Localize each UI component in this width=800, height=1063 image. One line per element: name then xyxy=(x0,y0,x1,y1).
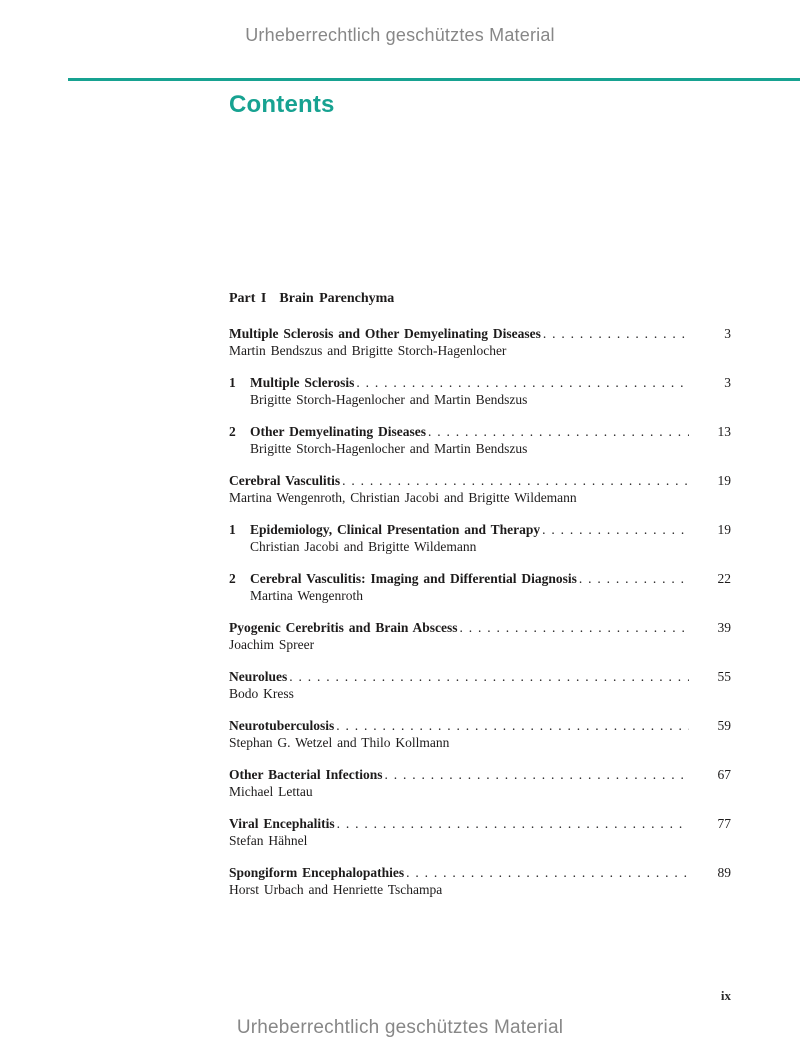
dot-leader xyxy=(356,374,689,391)
toc-entry-line xyxy=(229,570,731,587)
entry-title: Pyogenic Cerebritis and Brain Abscess xyxy=(229,620,458,635)
toc-entry-line xyxy=(229,325,731,342)
dot-leader xyxy=(406,864,689,881)
copyright-notice-top: Urheberrechtlich geschütztes Material xyxy=(245,25,555,45)
part-heading xyxy=(229,291,731,307)
toc-entry xyxy=(229,374,731,408)
entry-title: Spongiform Encephalopathies xyxy=(229,865,405,880)
entry-authors: Brigitte Storch-Hagenlocher and Martin Bendszus xyxy=(250,392,528,407)
entry-authors: Stefan Hähnel xyxy=(229,833,308,848)
entry-number: 2 xyxy=(229,571,236,586)
entry-authors: Martin Bendszus and Brigitte Storch-Hagenlocher xyxy=(229,343,507,358)
dot-leader xyxy=(336,717,689,734)
entry-page-number: 3 xyxy=(724,375,731,390)
entry-number: 2 xyxy=(229,424,236,439)
entry-title: Other Demyelinating Diseases xyxy=(250,424,426,439)
toc-entry-line xyxy=(229,374,731,391)
entry-authors: Bodo Kress xyxy=(229,686,294,701)
entry-title: Epidemiology, Clinical Presentation and Therapy xyxy=(250,522,541,537)
entry-page-number: 39 xyxy=(717,620,731,635)
toc-entry xyxy=(229,619,731,653)
accent-rule xyxy=(68,78,800,81)
table-of-contents xyxy=(229,291,731,913)
toc-entry-line xyxy=(229,668,731,685)
entry-page-number: 89 xyxy=(717,865,731,880)
entry-page-number: 59 xyxy=(717,718,731,733)
toc-entry-line xyxy=(229,521,731,538)
dot-leader xyxy=(428,423,689,440)
dot-leader xyxy=(289,668,689,685)
entry-authors: Martina Wengenroth xyxy=(250,588,364,603)
entry-title: Cerebral Vasculitis: Imaging and Differential Diagnosis xyxy=(250,571,577,586)
toc-entry-line xyxy=(229,864,731,881)
entry-number: 1 xyxy=(229,375,236,390)
entry-page-number: 19 xyxy=(717,522,731,537)
entry-page-number: 55 xyxy=(717,669,731,684)
entry-number: 1 xyxy=(229,522,236,537)
entry-authors: Michael Lettau xyxy=(229,784,313,799)
entry-title: Multiple Sclerosis xyxy=(250,375,355,390)
toc-entry xyxy=(229,521,731,555)
part-title: Brain Parenchyma xyxy=(279,291,395,306)
toc-entry xyxy=(229,423,731,457)
entry-title: Cerebral Vasculitis xyxy=(229,473,341,488)
toc-entry-list xyxy=(229,325,731,898)
entry-title: Other Bacterial Infections xyxy=(229,767,383,782)
toc-entry xyxy=(229,472,731,506)
dot-leader xyxy=(337,815,689,832)
page-number-folio: ix xyxy=(720,988,731,1003)
entry-title: Multiple Sclerosis and Other Demyelinating Diseases xyxy=(229,326,541,341)
part-label: Part I xyxy=(229,291,267,306)
entry-authors: Horst Urbach and Henriette Tschampa xyxy=(229,882,443,897)
toc-entry xyxy=(229,815,731,849)
entry-authors: Joachim Spreer xyxy=(229,637,315,652)
dot-leader xyxy=(384,766,689,783)
entry-page-number: 19 xyxy=(717,473,731,488)
toc-entry-line xyxy=(229,766,731,783)
entry-authors: Christian Jacobi and Brigitte Wildemann xyxy=(250,539,477,554)
dot-leader xyxy=(342,472,689,489)
toc-entry-line xyxy=(229,815,731,832)
entry-title: Neurolues xyxy=(229,669,288,684)
toc-entry xyxy=(229,570,731,604)
dot-leader xyxy=(460,619,690,636)
entry-authors: Brigitte Storch-Hagenlocher and Martin Bendszus xyxy=(250,441,528,456)
copyright-notice-bottom: Urheberrechtlich geschütztes Material xyxy=(236,1017,564,1038)
entry-title: Viral Encephalitis xyxy=(229,816,335,831)
toc-entry xyxy=(229,325,731,359)
dot-leader xyxy=(579,570,689,587)
page-title: Contents xyxy=(229,91,335,118)
toc-entry xyxy=(229,668,731,702)
entry-page-number: 13 xyxy=(717,424,731,439)
toc-entry xyxy=(229,766,731,800)
dot-leader xyxy=(542,521,689,538)
toc-entry xyxy=(229,864,731,898)
entry-page-number: 67 xyxy=(717,767,731,782)
entry-page-number: 3 xyxy=(724,326,731,341)
entry-authors: Martina Wengenroth, Christian Jacobi and Brigitte Wildemann xyxy=(229,490,577,505)
toc-entry-line xyxy=(229,423,731,440)
entry-page-number: 22 xyxy=(717,571,731,586)
entry-page-number: 77 xyxy=(717,816,731,831)
toc-entry-line xyxy=(229,619,731,636)
dot-leader xyxy=(543,325,689,342)
toc-entry-line xyxy=(229,717,731,734)
toc-entry xyxy=(229,717,731,751)
entry-authors: Stephan G. Wetzel and Thilo Kollmann xyxy=(229,735,450,750)
entry-title: Neurotuberculosis xyxy=(229,718,335,733)
toc-entry-line xyxy=(229,472,731,489)
